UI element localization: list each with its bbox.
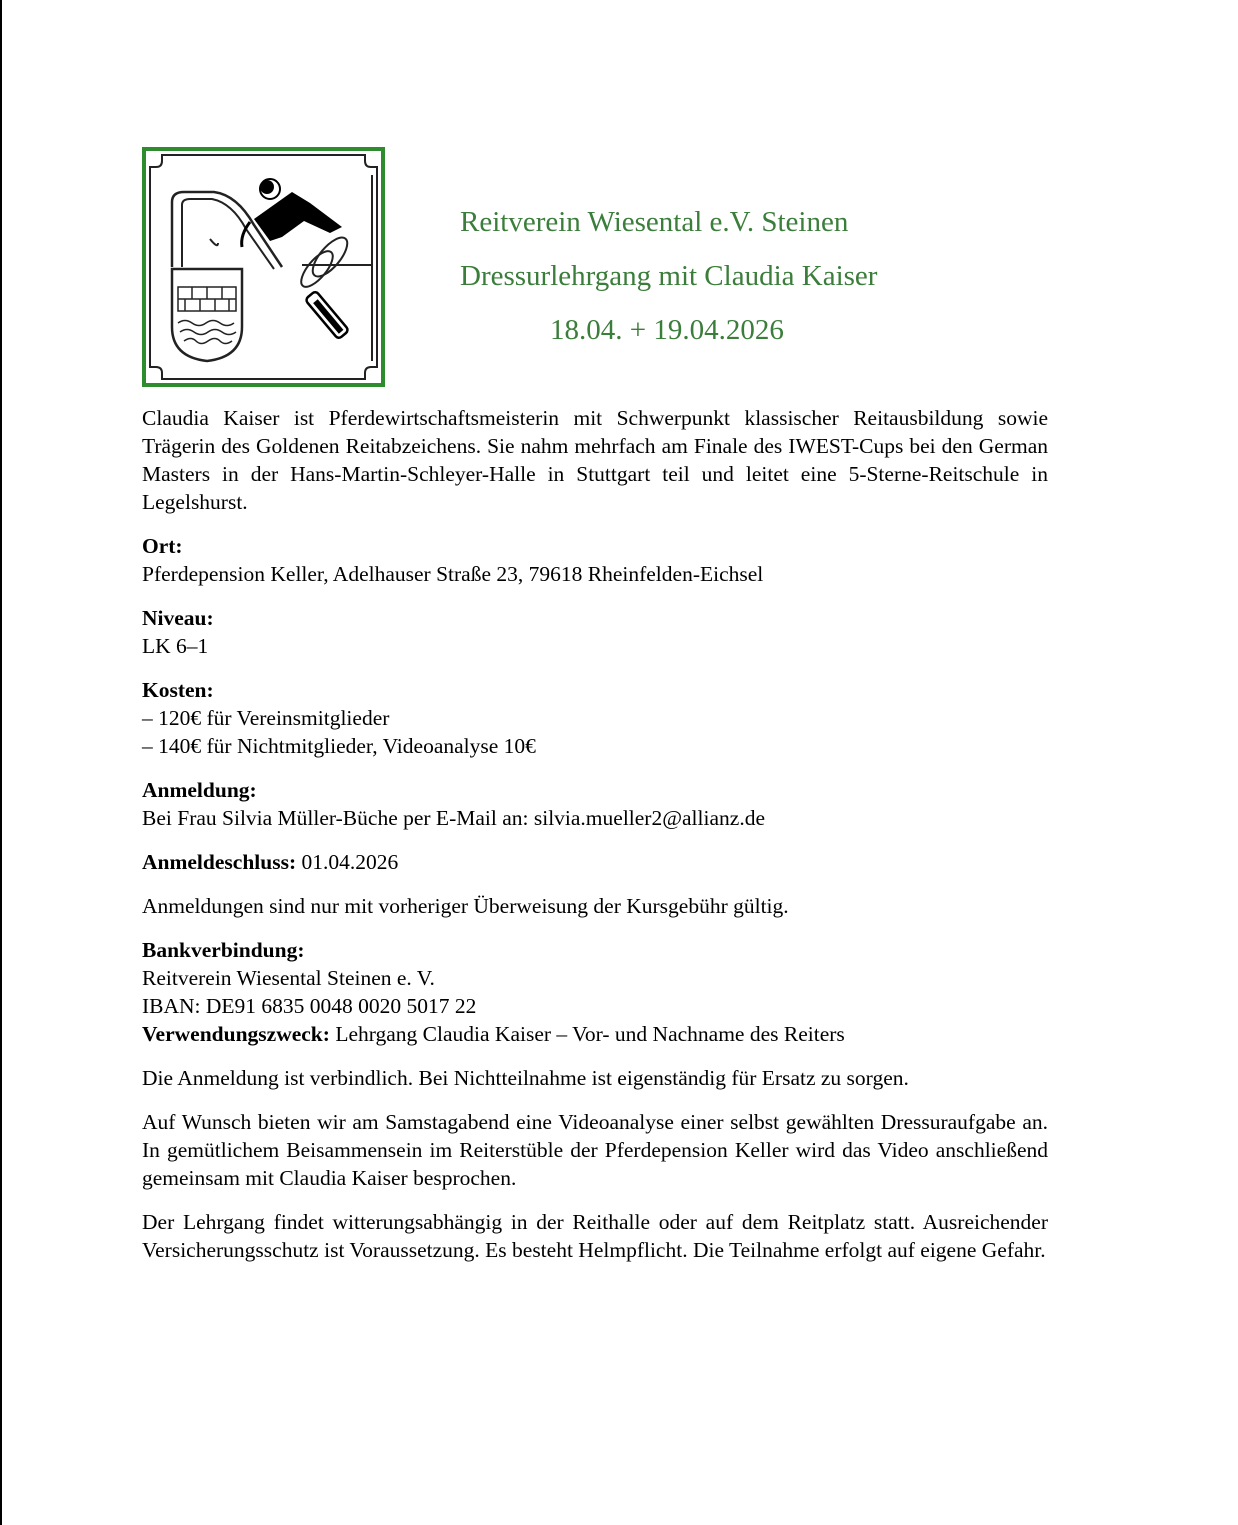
- conditions-paragraph: Der Lehrgang findet witterungsabhängig in der Reithalle oder auf dem Reitplatz statt. Ausreichender Versicherungsschutz ist Voraussetzung. Es besteht Helmpflicht. Die Teilnahme erfolgt auf eigene Gefahr.: [142, 1210, 1048, 1262]
- video-paragraph: Auf Wunsch bieten wir am Samstagabend eine Videoanalyse einer selbst gewählten Dressuraufgabe an. In gemütlichem Beisammensein im Reiterstüble der Pferdepension Keller wird das Video anschließend gemeinsam mit Claudia Kaiser besprochen.: [142, 1110, 1048, 1190]
- section-anmeldeschluss: [142, 848, 1048, 876]
- section-bank: [142, 936, 1048, 1048]
- ort-value: Pferdepension Keller, Adelhauser Straße 23, 79618 Rheinfelden-Eichsel: [142, 562, 764, 586]
- kosten-item: – 120€ für Vereinsmitglieder: [142, 706, 390, 730]
- bank-iban: IBAN: DE91 6835 0048 0020 5017 22: [142, 994, 477, 1018]
- payment-note: Anmeldungen sind nur mit vorheriger Überweisung der Kursgebühr gültig.: [142, 894, 789, 918]
- course-date: 18.04. + 19.04.2026: [550, 314, 784, 346]
- bank-label: Bankverbindung:: [142, 938, 305, 962]
- anmeldung-label: Anmeldung:: [142, 778, 257, 802]
- document-body: [142, 404, 1048, 1280]
- purpose-value: Lehrgang Claudia Kaiser – Vor- und Nachname des Reiters: [329, 1022, 845, 1046]
- purpose-label: Verwendungszweck:: [142, 1022, 330, 1046]
- section-kosten: [142, 676, 1048, 760]
- document-header: [142, 147, 1048, 387]
- club-name: Reitverein Wiesental e.V. Steinen: [460, 206, 849, 238]
- club-logo-icon: [142, 147, 385, 387]
- section-niveau: [142, 604, 1048, 660]
- anmeldeschluss-value: 01.04.2026: [296, 850, 399, 874]
- niveau-label: Niveau:: [142, 606, 214, 630]
- kosten-item: – 140€ für Nichtmitglieder, Videoanalyse 10€: [142, 734, 536, 758]
- section-ort: [142, 532, 1048, 588]
- bank-name: Reitverein Wiesental Steinen e. V.: [142, 966, 435, 990]
- course-title: Dressurlehrgang mit Claudia Kaiser: [460, 260, 878, 292]
- intro-paragraph: Claudia Kaiser ist Pferdewirtschaftsmeisterin mit Schwerpunkt klassischer Reitausbildung sowie Trägerin des Goldenen Reitabzeichens. Sie nahm mehrfach am Finale des IWEST-Cups bei den German Masters in der Hans-Martin-Schleyer-Halle in Stuttgart teil und leitet eine 5-Sterne-Reitschule in Legelshurst.: [142, 406, 1048, 514]
- page-left-edge: [0, 0, 2, 1525]
- anmeldung-value: Bei Frau Silvia Müller-Büche per E-Mail an: silvia.mueller2@allianz.de: [142, 806, 765, 830]
- binding-note: Die Anmeldung ist verbindlich. Bei Nichtteilnahme ist eigenständig für Ersatz zu sorgen.: [142, 1066, 909, 1090]
- niveau-value: LK 6–1: [142, 634, 209, 658]
- ort-label: Ort:: [142, 534, 183, 558]
- section-anmeldung: [142, 776, 1048, 832]
- kosten-label: Kosten:: [142, 678, 214, 702]
- bank-purpose: [142, 1020, 1048, 1048]
- header-titles: [460, 195, 1048, 357]
- anmeldeschluss-label: Anmeldeschluss:: [142, 850, 297, 874]
